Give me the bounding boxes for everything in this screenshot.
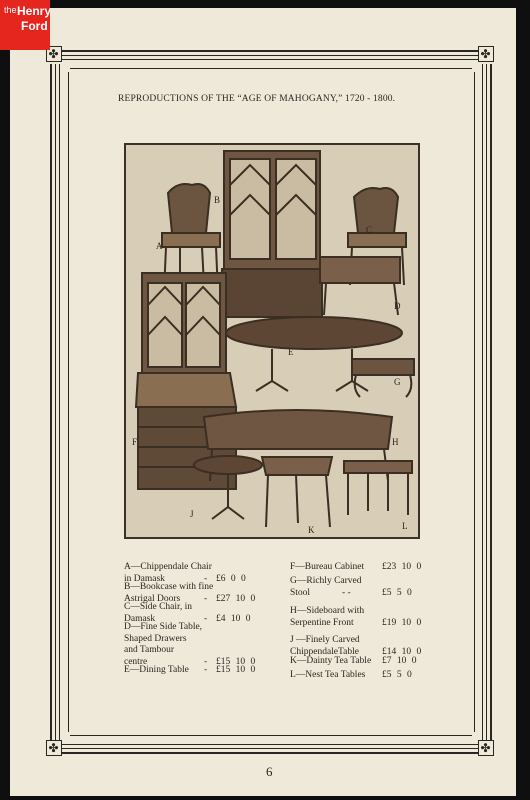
plate-letter-l: L [402,521,408,531]
plate-letter-c: C [366,225,373,235]
page-number: 6 [266,764,273,779]
item-price: £15 10 0 [216,656,256,667]
item-description: J —Finely Carved ChippendaleTable [290,635,360,657]
catalogue-page [4,4,516,796]
item-price: £4 10 0 [216,613,251,624]
plate-letter-f: F [132,437,138,447]
furniture-illustration [124,143,420,539]
item-dash: - [204,665,208,675]
logo-word-the: the [4,5,17,15]
item-price: £23 10 0 [382,562,422,572]
item-price: £6 0 0 [216,573,246,584]
plate-letter-a: A [156,241,163,251]
item-dash: - [204,613,208,624]
plate-letter-g: G [394,377,401,387]
logo-word-ford: Ford [21,19,48,33]
henry-ford-logo [0,0,50,50]
corner-ornament-icon [478,46,494,62]
page-title: REPRODUCTIONS OF THE “AGE OF MAHOGANY,” 1720 - 1800. [118,94,396,104]
item-price: £5 5 0 [382,587,412,598]
plate-letter-e: E [288,347,294,357]
item-price: £14 10 0 [382,646,422,657]
item-price: £15 10 0 [216,665,256,675]
plate-letter-h: H [392,437,399,447]
item-description: A—Chippendale Chair in Damask [124,562,212,584]
item-description: G—Richly Carved Stool [290,576,362,598]
plate-letter-j: J [190,509,194,519]
item-description: B—Bookcase with fine Astrigal Doors [124,582,214,604]
furniture-engraving [126,145,418,537]
item-description: F—Bureau Cabinet [290,562,365,572]
item-description: E—Dining Table [124,665,189,675]
corner-ornament-icon [46,740,62,756]
logo-word-henry: Henry [17,4,52,18]
item-description: D—Fine Side Table, Shaped Drawers and Tambour centre [124,622,203,667]
plate-letter-k: K [308,525,315,535]
item-description: C—Side Chair, in Damask [124,602,192,624]
item-description: L—Nest Tea Tables [290,670,366,680]
item-dash: - - [342,587,351,598]
item-dash: - [204,593,208,604]
item-dash: - [204,573,208,584]
plate-letter-b: B [214,195,221,205]
bookcase-b-drawing [222,151,322,317]
plate-letter-d: D [394,301,401,311]
item-description: H—Sideboard with Serpentine Front [290,606,365,628]
item-price: £5 5 0 [382,670,412,680]
item-dash: - [204,656,208,667]
item-price: £19 10 0 [382,617,422,628]
item-price: £27 10 0 [216,593,256,604]
corner-ornament-icon [478,740,494,756]
item-description: K—Dainty Tea Table [290,656,372,666]
item-price: £7 10 0 [382,656,417,666]
